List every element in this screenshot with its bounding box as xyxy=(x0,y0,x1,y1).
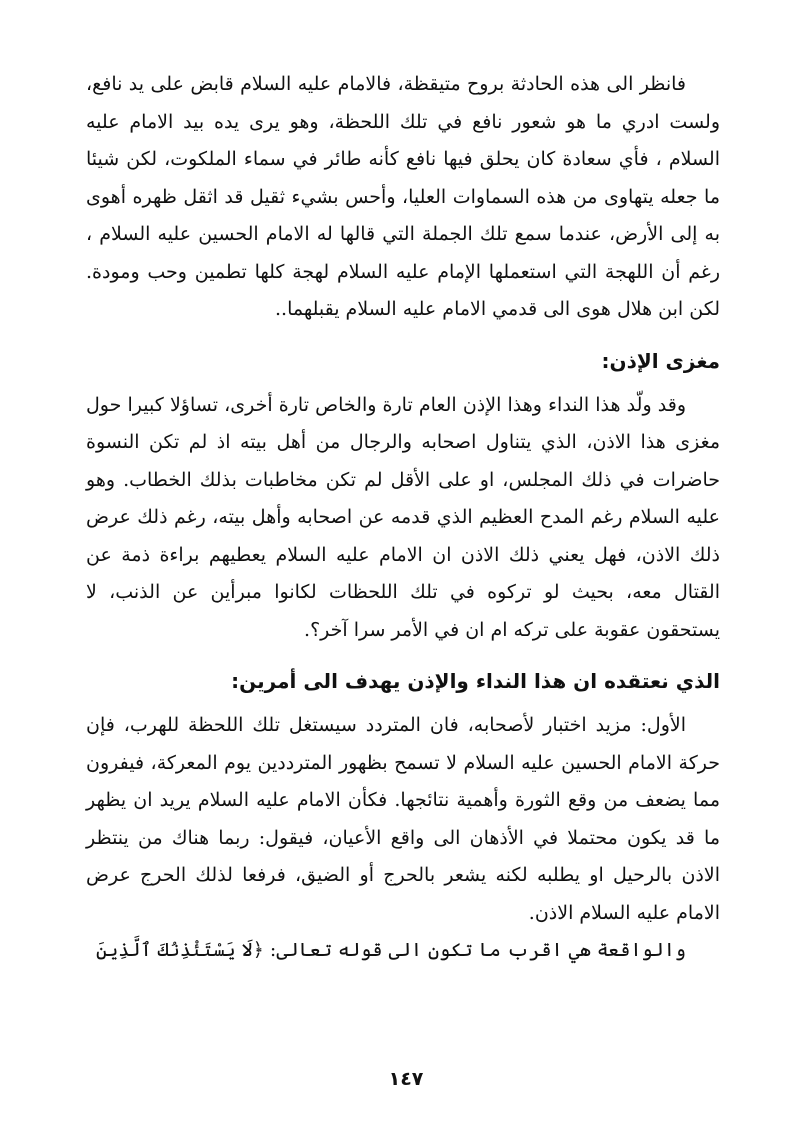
heading-meaning-of-permission: مغزى الإذن: xyxy=(601,348,720,373)
paragraph-permission-question: وقد ولّد هذا النداء وهذا الإذن العام تارة والخاص تارة أخرى، تساؤلا كبيرا حول مغزى هذا الاذن، الذي يتناول اصحابه والرجال من أهل بيته اذ لم تكن النسوة حاضرات في ذلك المجلس، او على الأقل لم تكن مخاطبات بذلك الخطاب. وهو عليه السلام رغم المدح العظيم الذي قدمه عن اصحابه وأهل بيته، رغم ذلك عرض ذلك الاذن، فهل يعني ذلك الاذن ان الامام عليه السلام يعطيهم براءة ذمة عن القتال معه، بحيث لو تركوه في تلك اللحظات لكانوا مبرأين عن الذنب، لا يستحقون عقوبة على تركه ام ان في الأمر سرا آخر؟. xyxy=(86,393,720,641)
paragraph-first-aim: الأول: مزيد اختبار لأصحابه، فان المتردد سيستغل تلك اللحظة للهرب، فإن حركة الامام الحسين عليه السلام لا تسمح بظهور المترددين يوم المعركة، فيفرون مما يضعف من وقع الثورة وأهمية نتائجها. فكأن الامام عليه السلام يريد ان يظهر ما قد يكون محتملا في الأذهان الى واقع الأعيان، فيقول: ربما هناك من ينتظر الاذن بالرحيل او يطلبه لكنه يشعر بالحرج أو الضيق، فرفعا لذلك الحرج عرض الامام عليه السلام الاذن. xyxy=(86,714,720,924)
heading-two-aims: الذي نعتقده ان هذا النداء والإذن يهدف الى أمرين: xyxy=(231,669,720,693)
paragraph-nafi-hand: فانظر الى هذه الحادثة بروح متيقظة، فالامام عليه السلام قابض على يد نافع، ولست ادري ما هو شعور نافع في تلك اللحظة، وهو يرى يده بيد الامام عليه السلام ، فأي سعادة كان يحلق فيها نافع كأنه طائر في سماء الملكوت، لكن شيئا ما جعله يتهاوى من هذه السماوات العليا، وأحس بشيء ثقيل قد اثقل ظهره أهوى به إلى الأرض، عندما سمع تلك الجملة التي قالها له الامام الحسين عليه السلام ، رغم أن اللهجة التي استعملها الإمام عليه السلام لهجة كلها تطمين وحب ومودة. لكن ابن هلال هوى الى قدمي الامام عليه السلام يقبلهما.. xyxy=(86,73,720,320)
paragraph-quran-verse: والواقعة هي اقرب ما تكون الى قوله تعالى: ﴿لَا يَسْتَئْذِنُكَ ٱلَّذِينَ xyxy=(95,939,686,961)
page-number: ١٤٧ xyxy=(388,1068,424,1090)
